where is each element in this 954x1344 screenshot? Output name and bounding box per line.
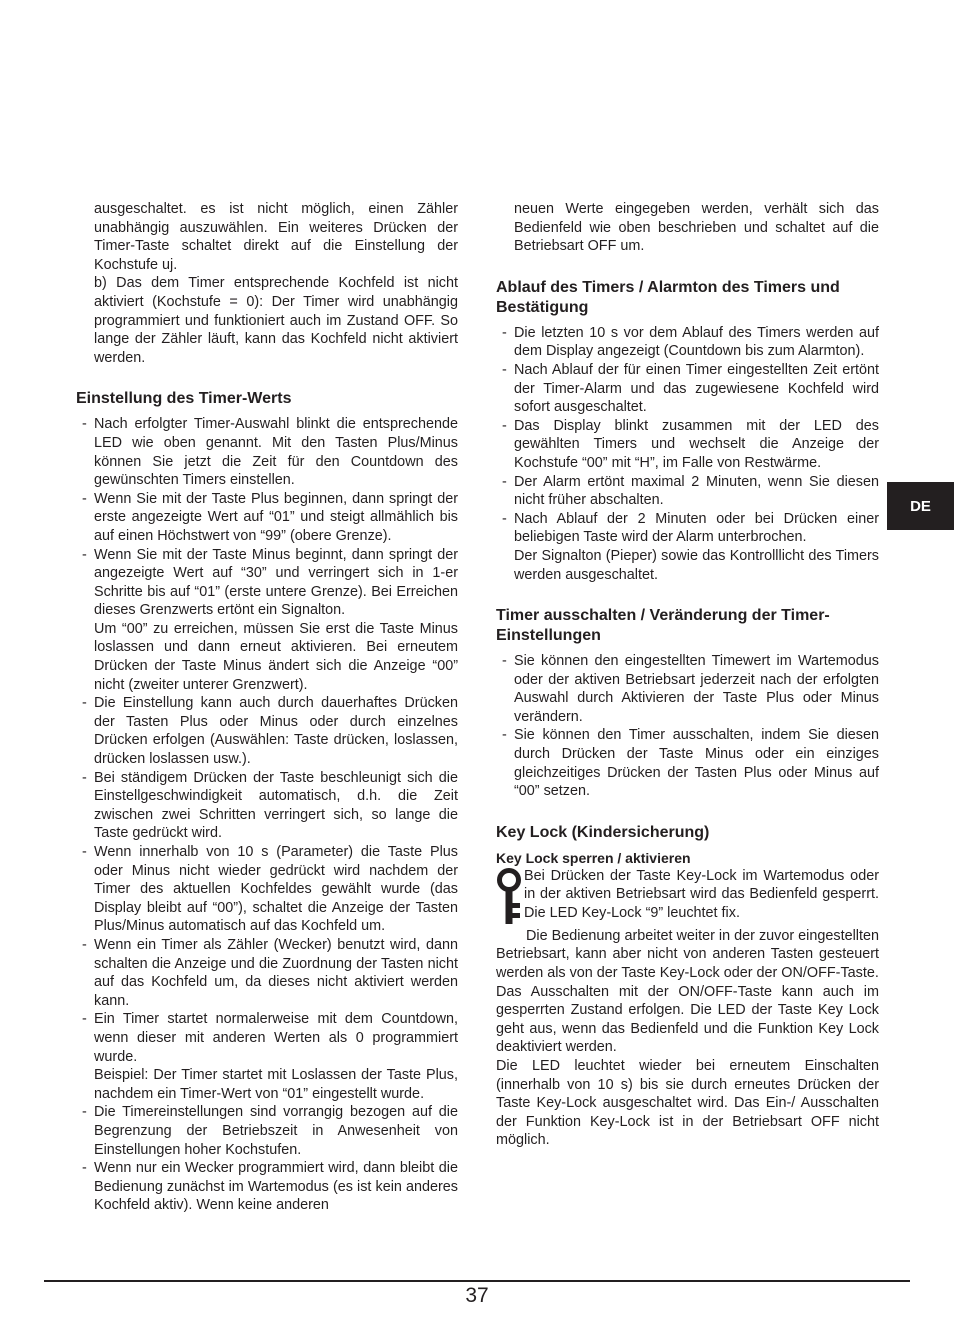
list-dash: - (82, 546, 87, 563)
list-item (76, 1159, 458, 1215)
list-item (76, 1103, 458, 1159)
list-item-text: Beispiel: Der Timer startet mit Loslassen der Taste Plus, nachdem ein Timer-Wert von “01” eingestellt wurde. (94, 1067, 458, 1102)
language-tab: DE (887, 482, 954, 530)
list-item (496, 361, 879, 417)
list-item (76, 769, 458, 843)
list-item-text: Wenn Sie mit der Taste Plus beginnen, dann springt der erste angezeigte Wert auf “01” und steigt allmählich bis auf einen Höchstwert von “99” (obere Grenze). (94, 490, 458, 544)
list-item-text: Sie können den eingestellten Timewert im Wartemodus oder der aktiven Betriebsart jederzeit nach der erfolgten Auswahl durch Aktivieren der Taste Plus oder Minus verändern. (514, 653, 879, 725)
list-item-text: Wenn innerhalb von 10 s (Parameter) die Taste Plus oder Minus nicht wieder gedrückt wird nachdem der Timer des aktuellen Kochfeldes gewählt wurde (das Display bleibt auf “00”), schaltet die Anzeige der Tasten Plus/Minus automatisch auf das Kochfeld um. (94, 844, 458, 935)
list-item-text: Ein Timer startet normalerweise mit dem Countdown, wenn dieser mit anderen Werten als 0 programmiert wurde. (94, 1011, 458, 1065)
key-lock-para-1: Die Bedienung arbeitet weiter in der zuvor eingestellten Betriebsart, kann aber nicht von anderen Tasten gesteuert werden als von der Taste Key-Lock oder der ON/OFF-Taste. (496, 927, 879, 982)
list-dash: - (502, 727, 507, 744)
list-item-text: Das Display blinkt zusammen mit der LED des gewählten Timers und wechselt die Anzeige der Kochstufe “00” mit “H”, im Falle von Restwärme. (514, 417, 879, 471)
list-dash: - (82, 490, 87, 507)
timer-off-list (496, 652, 879, 801)
list-dash: - (82, 1104, 87, 1121)
list-dash: - (82, 416, 87, 433)
subheading-key-lock-activate: Key Lock sperren / aktivieren (496, 849, 691, 866)
list-item-text: Wenn nur ein Wecker programmiert wird, dann bleibt die Bedienung zunächst im Wartemodus (es ist kein anderes Kochfeld aktiv). Wenn keine anderen (94, 1160, 458, 1214)
key-lock-para: Bei Drücken der Taste Key-Lock im Wartemodus oder in der aktiven Betriebsart wird das Bedienfeld gesperrt. Die LED Key-Lock “9” leuchtet fix. (524, 867, 879, 922)
list-dash: - (82, 936, 87, 953)
list-item (496, 652, 879, 726)
key-lock-row (496, 867, 879, 927)
list-item (496, 473, 879, 510)
list-item (76, 1010, 458, 1103)
list-item (76, 936, 458, 1010)
left-intro-para-2: b) Das dem Timer entsprechende Kochfeld ist nicht aktiviert (Kochstufe = 0): Der Timer wird unabhängig programmiert und funktioniert auch im Zustand OFF. So lange der Zähler läuft, kann das Kochfeld nicht aktiviert werden. (94, 275, 458, 366)
list-item (496, 726, 879, 800)
list-item (76, 490, 458, 546)
list-item-text: Die Timereinstellungen sind vorrangig bezogen auf die Begrenzung der Betriebszeit in Anwesenheit von Einstellungen hoher Kochstufen. (94, 1104, 458, 1158)
list-dash: - (82, 695, 87, 712)
footer-rule (44, 1280, 910, 1282)
timer-value-list (76, 415, 458, 1215)
list-item (496, 324, 879, 361)
list-item-text: Wenn ein Timer als Zähler (Wecker) benutzt wird, dann schalten die Anzeige und die Zuordnung der Tasten nicht auf das Kochfeld um, da dieses nicht aktiviert werden kann. (94, 936, 458, 1009)
section-heading-timer-value: Einstellung des Timer-Werts (76, 390, 292, 408)
right-intro-para: neuen Werte eingegeben werden, verhält sich das Bedienfeld wie oben beschrieben und schaltet auf die Betriebsart OFF um. (514, 201, 879, 255)
list-dash: - (502, 361, 507, 378)
list-dash: - (502, 417, 507, 434)
list-item (496, 510, 879, 584)
list-dash: - (82, 769, 87, 786)
list-dash: - (502, 473, 507, 490)
list-dash: - (82, 1011, 87, 1028)
list-item-text: Die letzten 10 s vor dem Ablauf des Timers werden auf dem Display angezeigt (Countdown bis zum Alarmton). (514, 324, 879, 360)
list-item-text: Die Einstellung kann auch durch dauerhaftes Drücken der Tasten Plus oder Minus oder durch einzelnes Drücken erfolgen (Auswählen: Taste drücken, loslassen, drücken loslassen usw.). (94, 695, 458, 768)
page-number: 37 (465, 1284, 489, 1307)
list-item (76, 843, 458, 936)
list-item-text: Bei ständigem Drücken der Taste beschleunigt sich die Einstellgeschwindigkeit automatisch, d.h. die Zeit zwischen zwei Schritten verringert sich, so lange die Taste gedrückt wird. (94, 769, 458, 842)
section-heading-timer-off: Timer ausschalten / Veränderung der Timer-Einstellungen (496, 607, 830, 645)
timer-expiry-list (496, 324, 879, 584)
list-item (496, 417, 879, 473)
list-item-text: Der Alarm ertönt maximal 2 Minuten, wenn Sie diesen nicht früher abschalten. (514, 473, 879, 509)
list-dash: - (502, 324, 507, 341)
list-item (76, 415, 458, 489)
list-item-text: Sie können den Timer ausschalten, indem Sie diesen durch Drücken der Taste Minus oder ein einziges gleichzeitiges Drücken der Tasten Plus oder Minus auf “00” setzen. (514, 727, 879, 800)
list-item-text: Der Signalton (Pieper) sowie das Kontrolllicht des Timers werden ausgeschaltet. (514, 547, 879, 583)
list-item (76, 546, 458, 695)
left-column (76, 200, 458, 1215)
list-item-text: Nach erfolgter Timer-Auswahl blinkt die entsprechende LED wie oben genannt. Mit den Tasten Plus/Minus können Sie jetzt die Zeit für den Countdown des gewünschten Timers einstellen. (94, 416, 458, 489)
right-column (496, 200, 879, 1150)
list-item-text: Nach Ablauf der 2 Minuten oder bei Drücken einer beliebigen Taste wird der Alarm unterbrochen. (514, 510, 879, 546)
section-heading-key-lock: Key Lock (Kindersicherung) (496, 823, 710, 841)
section-heading-timer-expiry: Ablauf des Timers / Alarmton des Timers und Bestätigung (496, 278, 840, 316)
list-dash: - (502, 653, 507, 670)
list-item (76, 694, 458, 768)
list-dash: - (82, 1160, 87, 1177)
list-dash: - (82, 844, 87, 860)
list-item-text: Nach Ablauf der für einen Timer eingestellten Zeit ertönt der Timer-Alarm und das zugewiesene Kochfeld wird sofort ausgeschaltet. (514, 361, 879, 416)
key-lock-para-3: Die LED leuchtet wieder bei erneutem Einschalten (innerhalb von 10 s) bis sie durch erneutes Drücken der Taste Key-Lock ausgeschaltet wird. Das Ein-/ Ausschalten der Funktion Key-Lock ist in der Betriebsart OFF nicht möglich. (496, 1058, 879, 1149)
left-intro-para-1: ausgeschaltet. es ist nicht möglich, einen Zähler unabhängig auszuwählen. Ein weiteres Drücken der Timer-Taste schaltet direkt auf die Einstellung der Kochstufe uj. (94, 201, 458, 273)
key-lock-para-2: Das Ausschalten mit der ON/OFF-Taste kann auch im gesperrten Zustand erfolgen. Die LED der Taste Key Lock geht aus, wenn das Bedienfeld und die Funktion Key Lock deaktiviert werden. (496, 983, 879, 1056)
list-item-text: Wenn Sie mit der Taste Minus beginnt, dann springt der angezeigte Wert auf “30” und verringert sich in 1-er Schritte bis auf “01” (erste untere Grenze). Bei Erreichen dieses Grenzwerts ertönt ein Signalton. (94, 546, 458, 619)
list-dash: - (502, 510, 507, 527)
list-item-text: Um “00” zu erreichen, müssen Sie erst die Taste Minus loslassen und dann erneut aktivieren. Bei erneutem Drücken der Taste Minus ändert sich die Anzeige “00” nicht (zweiter unterer Grenzwert). (94, 620, 458, 693)
key-icon (496, 867, 524, 927)
